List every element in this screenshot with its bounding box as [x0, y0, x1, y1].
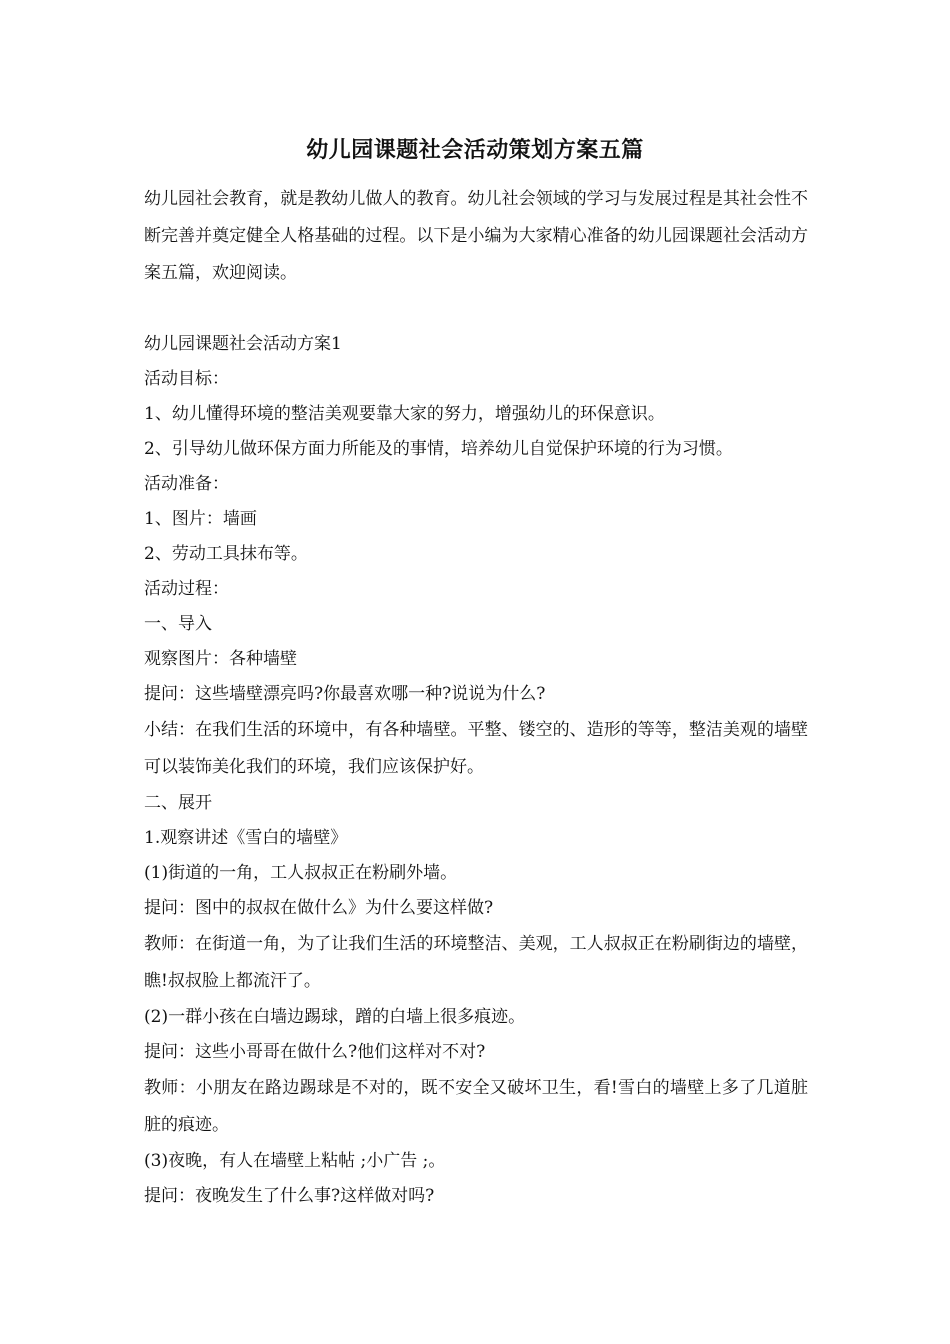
paragraph-line: 提问：图中的叔叔在做什么》为什么要这样做?: [144, 898, 494, 918]
paragraph-line: 教师：在街道一角，为了让我们生活的环境整洁、美观，工人叔叔正在粉刷街边的墙壁，瞧!叔叔脸上都流汗了。: [144, 934, 808, 991]
paragraph-line: 2、引导幼儿做环保方面力所能及的事情，培养幼儿自觉保护环境的行为习惯。: [144, 439, 733, 459]
paragraph-line: 提问：这些小哥哥在做什么?他们这样对不对?: [144, 1042, 486, 1062]
paragraph-line: (3)夜晚，有人在墙壁上粘帖 ;小广告 ;。: [144, 1151, 446, 1171]
paragraph-line: 1.观察讲述《雪白的墙壁》: [144, 828, 348, 848]
paragraph-line: 活动过程：: [144, 579, 229, 599]
paragraph-line: 观察图片：各种墙壁: [144, 649, 297, 669]
paragraph-line: 2、劳动工具抹布等。: [144, 544, 308, 564]
paragraph-line: 小结：在我们生活的环境中，有各种墙壁。平整、镂空的、造形的等等，整洁美观的墙壁可以装饰美化我们的环境，我们应该保护好。: [144, 720, 808, 777]
paragraph-line: 活动准备：: [144, 474, 229, 494]
paragraph-line: 提问：夜晚发生了什么事?这样做对吗?: [144, 1186, 435, 1206]
paragraph-line: 二、展开: [144, 793, 212, 813]
section-heading: 幼儿园课题社会活动方案1: [144, 334, 342, 354]
paragraph-line: 提问：这些墙壁漂亮吗?你最喜欢哪一种?说说为什么?: [144, 684, 546, 704]
intro-paragraph: 幼儿园社会教育，就是教幼儿做人的教育。幼儿社会领域的学习与发展过程是其社会性不断完善并奠定健全人格基础的过程。以下是小编为大家精心准备的幼儿园课题社会活动方案五篇，欢迎阅读。: [144, 189, 808, 283]
paragraph-line: (2)一群小孩在白墙边踢球，蹭的白墙上很多痕迹。: [144, 1007, 526, 1027]
paragraph-line: 活动目标：: [144, 369, 229, 389]
paragraph-line: 一、导入: [144, 614, 212, 634]
paragraph-line: 1、幼儿懂得环境的整洁美观要靠大家的努力，增强幼儿的环保意识。: [144, 404, 665, 424]
document-title: 幼儿园课题社会活动策划方案五篇: [306, 137, 644, 163]
paragraph-line: 1、图片：墙画: [144, 509, 257, 529]
document-body: [144, 327, 808, 1214]
paragraph-line: (1)街道的一角，工人叔叔正在粉刷外墙。: [144, 863, 458, 883]
paragraph-line: 教师：小朋友在路边踢球是不对的，既不安全又破坏卫生，看!雪白的墙壁上多了几道脏脏的痕迹。: [144, 1078, 808, 1135]
